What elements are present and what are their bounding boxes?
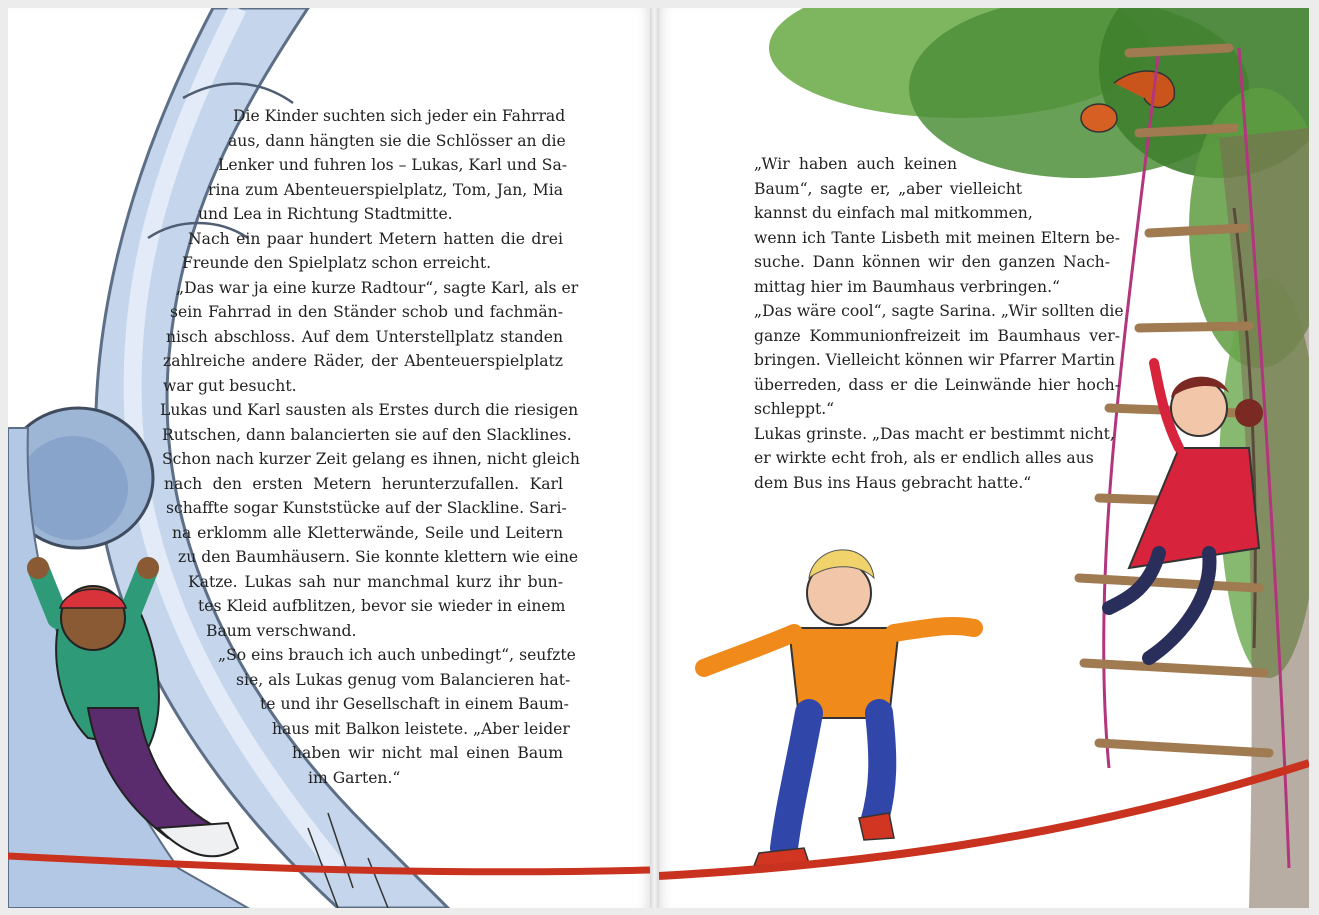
text-line: „Wir haben auch keinen xyxy=(754,155,957,173)
text-line: mittag hier im Baumhaus verbringen.“ xyxy=(754,278,1061,296)
text-line: nach den ersten Metern herunterzufallen. Karl xyxy=(164,475,563,493)
text-line: „So eins brauch ich auch unbedingt“, seufzte xyxy=(218,646,576,664)
text-line: wenn ich Tante Lisbeth mit meinen Eltern be- xyxy=(754,229,1120,247)
text-line: im Garten.“ xyxy=(308,769,401,787)
text-line: zahlreiche andere Räder, der Abenteuerspielplatz xyxy=(163,352,563,370)
text-line: schleppt.“ xyxy=(754,400,835,418)
text-line: bringen. Vielleicht können wir Pfarrer Martin xyxy=(754,351,1116,369)
text-line: Baum“, sagte er, „aber vielleicht xyxy=(754,180,1022,198)
text-line: und Lea in Richtung Stadtmitte. xyxy=(198,205,453,223)
text-line: sie, als Lukas genug vom Balancieren hat- xyxy=(236,671,571,689)
text-line: sein Fahrrad in den Ständer schob und fachmän- xyxy=(170,303,563,321)
text-line: rina zum Abenteuerspielplatz, Tom, Jan, Mia xyxy=(208,181,563,199)
text-line: schaffte sogar Kunststücke auf der Slackline. Sari- xyxy=(166,499,567,517)
book-gutter xyxy=(650,8,659,908)
text-line: ganze Kommunionfreizeit im Baumhaus ver- xyxy=(754,327,1120,345)
text-line: Schon nach kurzer Zeit gelang es ihnen, nicht gleich xyxy=(162,450,580,468)
text-line: „Das war ja eine kurze Radtour“, sagte Karl, als er xyxy=(176,279,579,297)
text-line: zu den Baumhäusern. Sie konnte klettern wie eine xyxy=(178,548,579,566)
text-line: nisch abschloss. Auf dem Unterstellplatz standen xyxy=(166,328,563,346)
text-line: Freunde den Spielplatz schon erreicht. xyxy=(182,254,492,272)
text-line: Lukas und Karl sausten als Erstes durch die riesigen xyxy=(160,401,579,419)
text-line: Die Kinder suchten sich jeder ein Fahrrad xyxy=(233,107,566,125)
text-line: kannst du einfach mal mitkommen, xyxy=(754,204,1033,222)
text-line: Lukas grinste. „Das macht er bestimmt nicht, xyxy=(754,425,1115,443)
text-line: Lenker und fuhren los – Lukas, Karl und Sa- xyxy=(218,156,568,174)
text-line: dem Bus ins Haus gebracht hatte.“ xyxy=(754,474,1032,492)
text-line: suche. Dann können wir den ganzen Nach- xyxy=(754,253,1110,271)
text-line: haus mit Balkon leistete. „Aber leider xyxy=(272,720,570,738)
left-page xyxy=(8,8,650,908)
text-line: war gut besucht. xyxy=(163,377,297,395)
text-line: überreden, dass er die Leinwände hier hoch- xyxy=(754,376,1120,394)
text-line: te und ihr Gesellschaft in einem Baum- xyxy=(260,695,569,713)
boy-balancing-illustration xyxy=(704,550,974,866)
text-line: Katze. Lukas sah nur manchmal kurz ihr bun- xyxy=(188,573,563,591)
text-line: „Das wäre cool“, sagte Sarina. „Wir sollten die xyxy=(754,302,1124,320)
right-page xyxy=(659,8,1309,908)
text-line: aus, dann hängten sie die Schlösser an die xyxy=(228,132,566,150)
text-line: Baum verschwand. xyxy=(206,622,357,640)
text-line: Nach ein paar hundert Metern hatten die drei xyxy=(188,230,563,248)
text-line: na erklomm alle Kletterwände, Seile und Leitern xyxy=(172,524,563,542)
text-line: Rutschen, dann balancierten sie auf den Slacklines. xyxy=(162,426,572,444)
text-line: haben wir nicht mal einen Baum xyxy=(292,744,563,762)
text-line: tes Kleid aufblitzen, bevor sie wieder in einem xyxy=(198,597,566,615)
text-line: er wirkte echt froh, als er endlich alles aus xyxy=(754,449,1094,467)
